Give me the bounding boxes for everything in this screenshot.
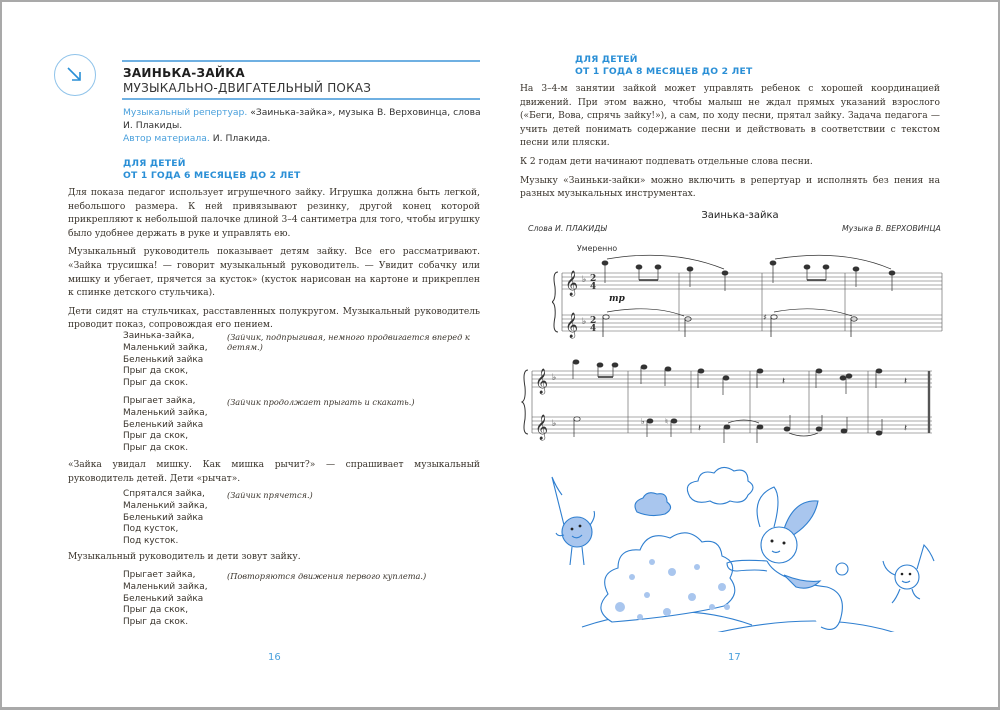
svg-text:4: 4 xyxy=(590,324,597,334)
svg-text:𝄽: 𝄽 xyxy=(782,376,786,387)
paragraph: Музыкальный руководитель и дети зовут зайку. xyxy=(68,552,301,562)
paragraph: Дети сидят на стульчиках, расставленных полукругом. Музыкальный руководитель проводит показ, сопровождая его пением. xyxy=(68,306,480,331)
note-character-right xyxy=(883,545,934,603)
page-number: 16 xyxy=(268,652,281,663)
paragraph: «Зайка увидал мишку. Как мишка рычит?» — спрашивает музыкальный руководитель детей. Дети «рычат». xyxy=(68,460,480,484)
flat-sign: ♭ xyxy=(582,275,587,285)
treble-clef: 𝄞 xyxy=(535,415,549,440)
verse-line: Беленький зайка xyxy=(123,512,204,523)
call-text xyxy=(68,551,480,570)
verse-line: Прыгает зайка, xyxy=(123,396,196,406)
age-heading-line2: ОТ 1 ГОДА 8 МЕСЯЦЕВ ДО 2 ЛЕТ xyxy=(575,66,753,77)
treble-clef: 𝄞 xyxy=(565,271,579,296)
book-spread xyxy=(2,2,998,707)
natural-sign: ♮ xyxy=(665,417,668,426)
verse-1 xyxy=(123,331,208,390)
author-label: Автор материала. xyxy=(123,133,210,144)
ties xyxy=(728,420,818,436)
age-heading-line2: ОТ 1 ГОДА 6 МЕСЯЦЕВ ДО 2 ЛЕТ xyxy=(123,170,301,181)
slurs xyxy=(607,255,891,316)
stage-direction: (Зайчик прячется.) xyxy=(227,490,313,500)
page-title: ЗАИНЬКА-ЗАЙКА xyxy=(123,66,245,80)
melody-notes xyxy=(573,360,882,395)
verse-line: Прыг да скок, xyxy=(123,605,189,616)
svg-text:4: 4 xyxy=(590,282,597,292)
bunny-and-notes-illustration xyxy=(522,457,962,632)
left-page xyxy=(2,2,502,707)
flat-sign: ♭ xyxy=(552,419,557,429)
paragraph: На 3–4-м занятии зайкой может управлять ребенок с хорошей координацией движений. При этом важно, чтобы малыш не ждал прямых указаний взрослого («Беги, Вова, спрячь зайку!»), а сам, по ходу песни, прятал зайку. Задача педагога — учить детей понимать содержание песни и действовать в соответствии с текстом песни или пляски. xyxy=(520,84,940,149)
age-heading xyxy=(575,54,752,78)
music-credit: Музыка В. ВЕРХОВИНЦА xyxy=(842,224,941,233)
intro-text xyxy=(68,187,480,338)
score-title: Заинька-зайка xyxy=(701,210,779,221)
author-text: И. Плакида. xyxy=(212,133,271,144)
verse-line: Беленький зайка xyxy=(123,593,204,604)
svg-text:2: 2 xyxy=(590,316,597,326)
flat-sign: ♭ xyxy=(582,317,587,327)
arrow-down-right-icon xyxy=(65,65,85,85)
bass-notes xyxy=(603,315,857,337)
verse-line: Прыг да скок. xyxy=(123,617,189,628)
note-character-left xyxy=(552,477,595,565)
paragraph: Для показа педагог использует игрушечного зайку. Игрушка должна быть легкой, небольшого размера. К ней привязывают резинку, другой конец которой прикрепляют к небольшой палочке длиной 3–4 сантиметра для того, чтобы игрушку было удобнее держать в руке и управлять ею. xyxy=(68,188,480,239)
cloud-large xyxy=(687,467,753,504)
verse-line: Прыгает зайка, xyxy=(123,570,196,580)
hill xyxy=(707,621,902,632)
page-subtitle: МУЗЫКАЛЬНО-ДВИГАТЕЛЬНЫЙ ПОКАЗ xyxy=(123,81,372,95)
bush xyxy=(601,533,735,622)
repertoire-text: «Заинька-зайка», музыка В. Верховинца, слова И. Плакиды. xyxy=(123,107,481,131)
words-credit: Слова И. ПЛАКИДЫ xyxy=(528,224,607,233)
svg-text:2: 2 xyxy=(590,274,597,284)
time-signature xyxy=(590,274,596,334)
verse-line: Прыг да скок, xyxy=(123,366,189,377)
right-page xyxy=(502,2,998,707)
verse-line: Прыг да скок, xyxy=(123,431,189,442)
verse-line: Спрятался зайка, xyxy=(123,489,205,499)
flat-sign: ♭ xyxy=(552,373,557,383)
stage-direction: (Зайчик, подпрыгивая, немного продвигается вперед к детям.) xyxy=(227,332,470,352)
verse-line: Прыг да скок. xyxy=(123,378,189,389)
paragraph: Музыку «Заиньки-зайки» можно включить в репертуар и исполнять без пения на разных музыкальных инструментах. xyxy=(520,175,940,200)
bear-text xyxy=(68,459,480,491)
verse-line: Заинька-зайка, xyxy=(123,331,195,341)
age-heading-line1: ДЛЯ ДЕТЕЙ xyxy=(123,158,186,169)
verse-line: Маленький зайка, xyxy=(123,581,208,592)
verse-line: Под кусток. xyxy=(123,536,179,547)
title-rule-top xyxy=(122,60,480,62)
verse-4 xyxy=(123,570,208,629)
verse-line: Прыг да скок. xyxy=(123,443,189,454)
verse-line: Маленький зайка, xyxy=(123,407,208,418)
verse-2 xyxy=(123,396,208,455)
brace xyxy=(552,272,558,332)
treble-clef: 𝄞 xyxy=(565,313,579,338)
bunny xyxy=(727,487,848,629)
brace xyxy=(522,370,528,434)
stage-direction: (Зайчик продолжает прыгать и скакать.) xyxy=(227,397,415,407)
page-number: 17 xyxy=(728,652,741,663)
section-badge xyxy=(54,54,96,96)
repertoire-label: Музыкальный репертуар. xyxy=(123,107,248,118)
svg-text:𝄽: 𝄽 xyxy=(904,423,908,434)
melody-notes xyxy=(602,261,895,291)
score-system-2 xyxy=(512,357,942,447)
flat-sign: ♭ xyxy=(641,417,645,426)
tempo-marking: Умеренно xyxy=(577,244,618,253)
dynamic-marking: mp xyxy=(609,294,625,304)
verse-3 xyxy=(123,489,208,548)
verse-line: Беленький зайка xyxy=(123,354,204,365)
svg-text:𝄽: 𝄽 xyxy=(904,376,908,387)
paragraph: К 2 годам дети начинают подпевать отдельные слова песни. xyxy=(520,156,813,167)
svg-text:𝄽: 𝄽 xyxy=(698,423,702,434)
verse-line: Беленький зайка xyxy=(123,419,204,430)
stage-direction: (Повторяются движения первого куплета.) xyxy=(227,571,427,581)
treble-clef: 𝄞 xyxy=(535,369,549,394)
age-heading-line1: ДЛЯ ДЕТЕЙ xyxy=(575,54,638,65)
verse-line: Под кусток, xyxy=(123,524,179,535)
verse-line: Маленький зайка, xyxy=(123,342,208,353)
score-system-1 xyxy=(552,252,952,342)
title-rule-bottom xyxy=(122,98,480,100)
instructions-text xyxy=(520,83,940,207)
material-info xyxy=(123,106,483,145)
sharp-sign: ♯ xyxy=(763,313,767,322)
cloud-small xyxy=(635,493,671,516)
paragraph: Музыкальный руководитель показывает детям зайку. Все его рассматривают. «Зайка трусишка! — говорит музыкальный руководитель. — Увидит собачку или мишку и убегает, прячется за кусток» (кусток нарисован на картоне и прикреплен к спинке детского стульчика). xyxy=(68,247,480,299)
verse-line: Маленький зайка, xyxy=(123,500,208,511)
age-heading xyxy=(123,158,300,182)
